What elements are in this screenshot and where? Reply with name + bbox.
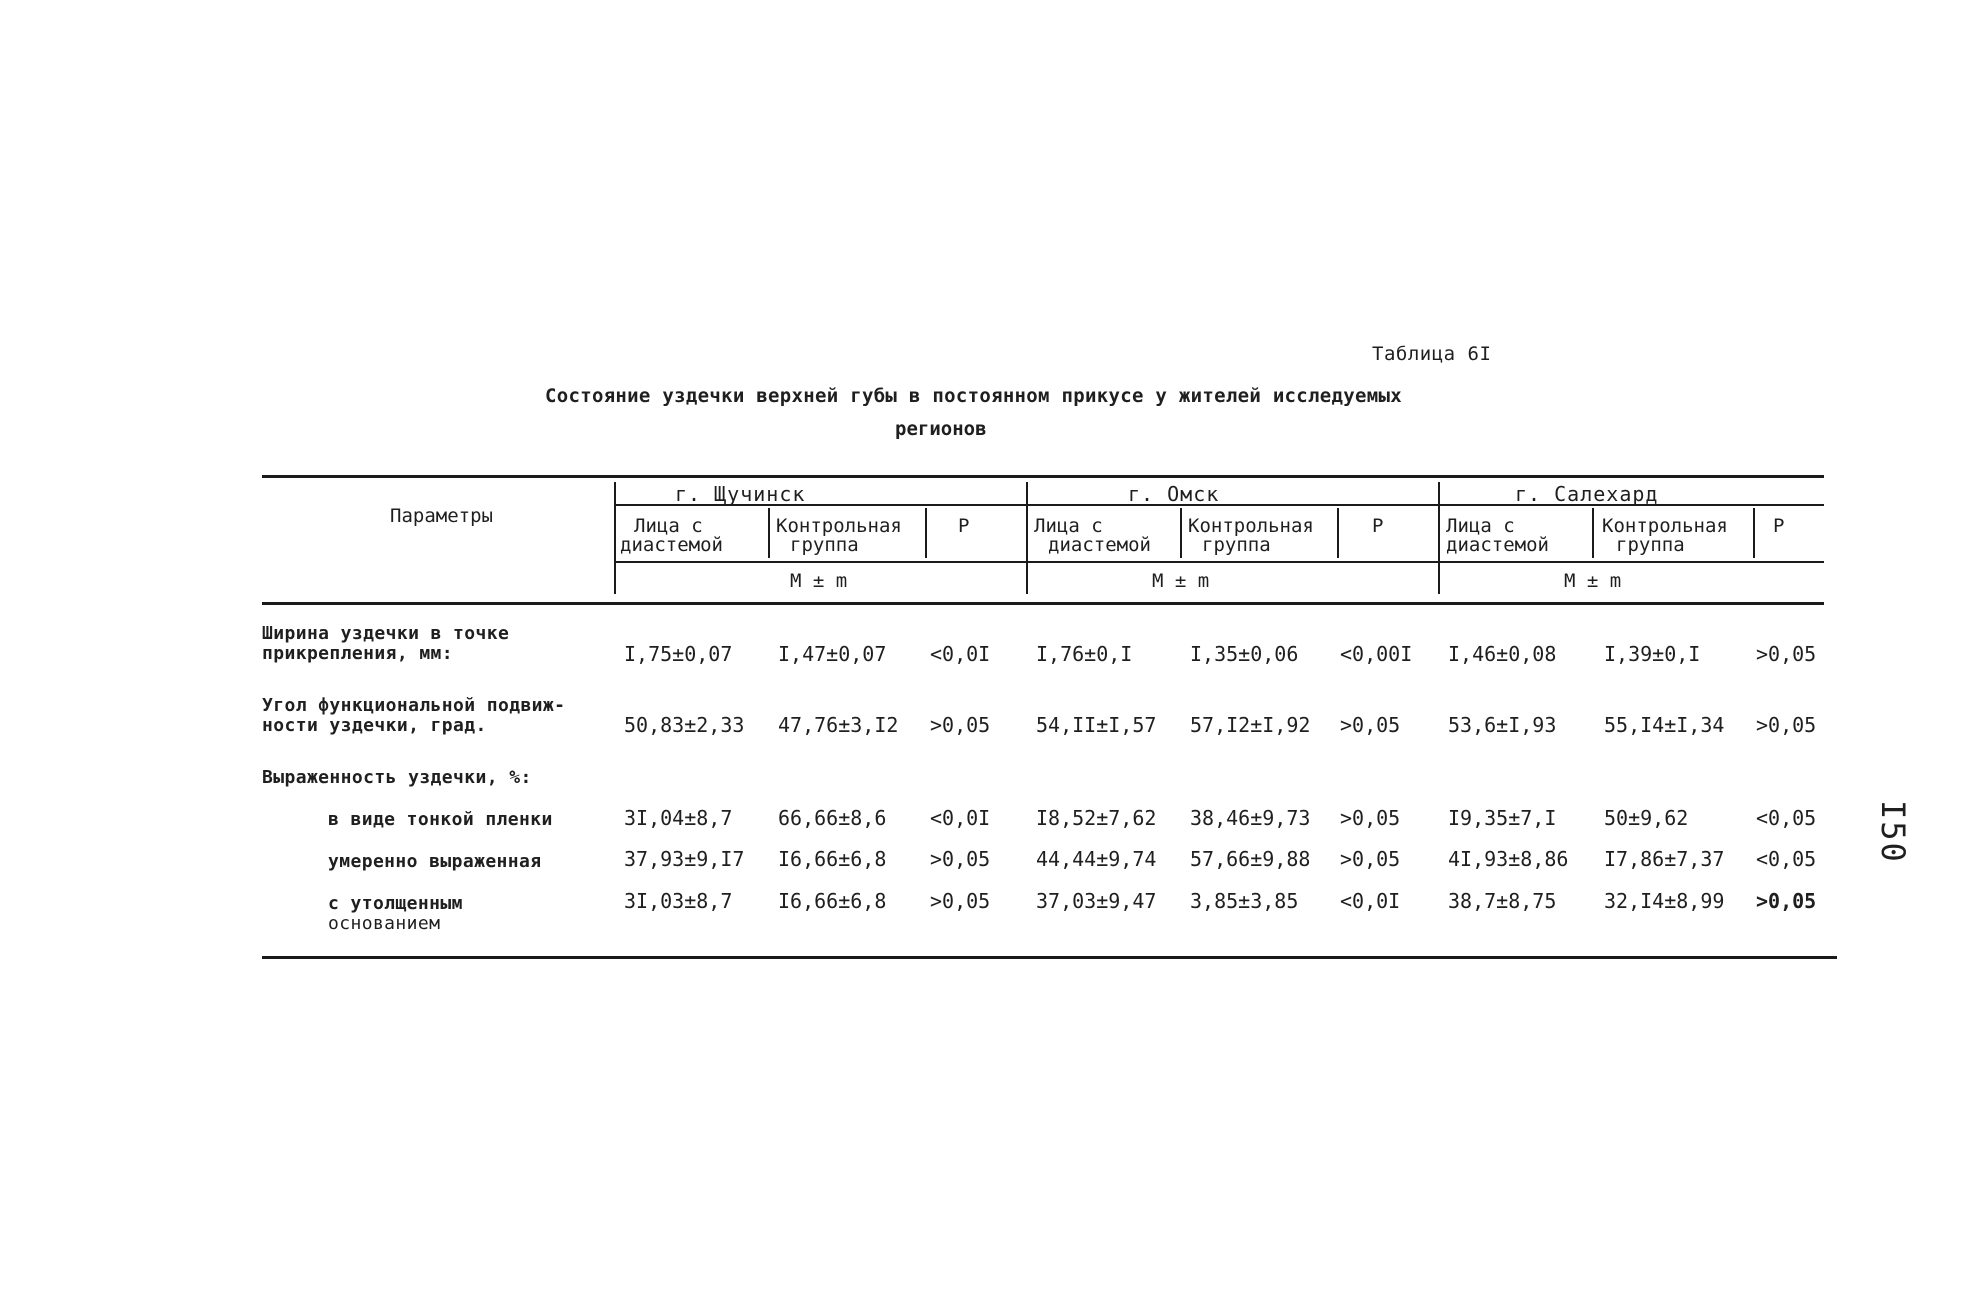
subheader-cases: Лица с диастемой [1034, 515, 1151, 556]
subheader-control: Контрольная группа [1188, 515, 1314, 556]
table-title: Состояние уздечки верхней губы в постоянном прикусе у жителей исследуемых [545, 385, 1402, 407]
subheader-cases: Лица с диастемой [1446, 515, 1549, 556]
column-divider [614, 482, 616, 594]
subheader-p: Р [1773, 515, 1785, 537]
table-cell: 38,46±9,73 [1190, 806, 1311, 830]
row-label: с утолщенным основанием [328, 893, 463, 934]
stat-label: М ± m [1152, 570, 1210, 592]
table-cell: >0,05 [1340, 806, 1401, 830]
subheader-p: Р [958, 515, 970, 537]
table-cell: I,46±0,08 [1448, 642, 1557, 666]
table-cell: 37,03±9,47 [1036, 889, 1157, 913]
table-cell: >0,05 [930, 847, 991, 871]
table-title-line2: регионов [895, 418, 987, 440]
row-label: в виде тонкой пленки [328, 809, 553, 830]
table-cell: I9,35±7,I [1448, 806, 1557, 830]
table-cell: I,47±0,07 [778, 642, 887, 666]
subheader-p: Р [1372, 515, 1384, 537]
table-cell: >0,05 [1756, 713, 1817, 737]
table-cell: I8,52±7,62 [1036, 806, 1157, 830]
city-header: г. Щучинск [675, 482, 806, 506]
table-bottom-rule [262, 956, 1837, 959]
table-cell: 3I,03±8,7 [624, 889, 733, 913]
city-header: г. Омск [1128, 482, 1220, 506]
column-divider [1438, 482, 1440, 594]
table-cell: >0,05 [1756, 889, 1817, 913]
row-label: Угол функциональной подвиж- ности уздечки, град. [262, 695, 566, 736]
city-header: г. Салехард [1515, 482, 1659, 506]
table-cell: <0,0I [930, 642, 991, 666]
table-cell: I,39±0,I [1604, 642, 1701, 666]
table-cell: I,76±0,I [1036, 642, 1133, 666]
table-label: Таблица 6I [1372, 343, 1492, 365]
row-label: умеренно выраженная [328, 851, 542, 872]
page-number: I50 [1874, 800, 1912, 864]
column-divider [1180, 508, 1182, 558]
table-cell: 4I,93±8,86 [1448, 847, 1569, 871]
column-divider [1026, 482, 1028, 594]
table-cell: >0,05 [1756, 642, 1817, 666]
subheader-rule [614, 561, 1824, 563]
table-cell: <0,05 [1756, 806, 1817, 830]
header-bottom-rule [262, 602, 1824, 605]
table-cell: >0,05 [1340, 847, 1401, 871]
table-cell: 57,66±9,88 [1190, 847, 1311, 871]
table-cell: <0,00I [1340, 642, 1413, 666]
subheader-control: Контрольная группа [1602, 515, 1728, 556]
table-cell: >0,05 [930, 889, 991, 913]
column-divider [1753, 508, 1755, 558]
table-top-rule [262, 475, 1824, 478]
table-cell: 57,I2±I,92 [1190, 713, 1311, 737]
params-header: Параметры [390, 505, 493, 527]
table-cell: 44,44±9,74 [1036, 847, 1157, 871]
table-cell: >0,05 [930, 713, 991, 737]
stat-label: М ± m [1564, 570, 1622, 592]
column-divider [1592, 508, 1594, 558]
table-cell: I,75±0,07 [624, 642, 733, 666]
table-cell: I6,66±6,8 [778, 847, 887, 871]
table-cell: 37,93±9,I7 [624, 847, 745, 871]
table-cell: 50±9,62 [1604, 806, 1689, 830]
table-cell: I6,66±6,8 [778, 889, 887, 913]
subheader-control: Контрольная группа [776, 515, 902, 556]
table-cell: 50,83±2,33 [624, 713, 745, 737]
table-cell: 3,85±3,85 [1190, 889, 1299, 913]
table-cell: I7,86±7,37 [1604, 847, 1725, 871]
table-cell: 32,I4±8,99 [1604, 889, 1725, 913]
column-divider [925, 508, 927, 558]
table-cell: 55,I4±I,34 [1604, 713, 1725, 737]
subheader-cases: Лица с диастемой [620, 515, 723, 556]
table-cell: I,35±0,06 [1190, 642, 1299, 666]
table-cell: 66,66±8,6 [778, 806, 887, 830]
table-cell: <0,05 [1756, 847, 1817, 871]
table-cell: 53,6±I,93 [1448, 713, 1557, 737]
row-label: Ширина уздечки в точке прикрепления, мм: [262, 623, 510, 664]
table-cell: 3I,04±8,7 [624, 806, 733, 830]
table-cell: 38,7±8,75 [1448, 889, 1557, 913]
table-cell: 47,76±3,I2 [778, 713, 899, 737]
column-divider [768, 508, 770, 558]
table-cell: 54,II±I,57 [1036, 713, 1157, 737]
table-cell: <0,0I [930, 806, 991, 830]
column-divider [1337, 508, 1339, 558]
section-label: Выраженность уздечки, %: [262, 767, 532, 788]
stat-label: М ± m [790, 570, 848, 592]
table-cell: >0,05 [1340, 713, 1401, 737]
table-cell: <0,0I [1340, 889, 1401, 913]
